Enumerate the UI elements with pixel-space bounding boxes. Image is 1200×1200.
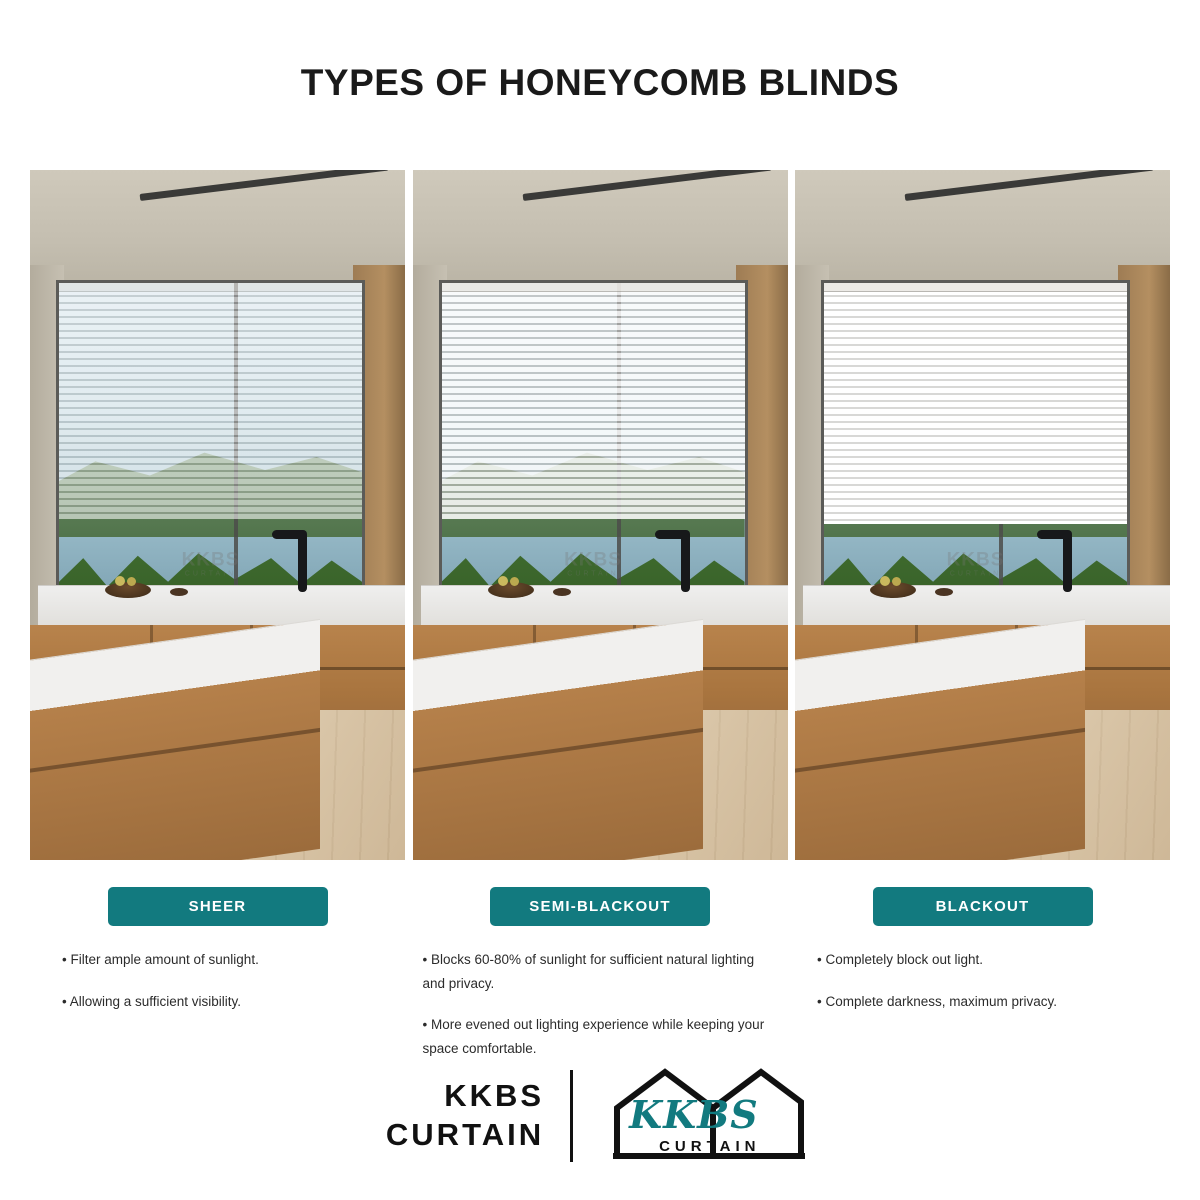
photo-blackout: [795, 170, 1170, 860]
blind-headrail: [442, 283, 745, 292]
watermark: KKBS CURTAIN: [181, 549, 240, 578]
card-semi-blackout: [413, 170, 788, 1079]
photo-semi-blackout: [413, 170, 788, 860]
bullets-semi-blackout: [413, 948, 788, 1061]
bullet-item: • Complete darkness, maximum privacy.: [817, 993, 1058, 1009]
island-drawer-line: [795, 728, 1085, 774]
fruit-bowl: [488, 582, 534, 598]
bullet-item: • Blocks 60-80% of sunlight for sufficient natural lighting and privacy.: [422, 952, 755, 991]
small-bowl: [935, 588, 953, 596]
small-bowl: [170, 588, 188, 596]
kitchen-island: [413, 619, 703, 860]
bullet-item: • Filter ample amount of sunlight.: [62, 952, 259, 967]
faucet: [681, 530, 690, 592]
brand-wordmark: [386, 1077, 544, 1155]
faucet: [1063, 530, 1072, 592]
blind-headrail: [824, 283, 1127, 292]
bullet-item: • More evened out lighting experience while keeping your space comfortable.: [422, 1017, 765, 1056]
bullets-blackout: [795, 948, 1170, 1013]
bullet-item: • Allowing a sufficient visibility.: [62, 993, 242, 1009]
watermark: KKBS CURTAIN: [946, 549, 1005, 578]
label-blackout: BLACKOUT: [873, 887, 1093, 926]
logo-wordmark: KKBS: [629, 1092, 759, 1137]
label-sheer: SHEER: [108, 887, 328, 926]
faucet: [298, 530, 307, 592]
company-logo: [599, 1062, 814, 1170]
fruit-bowl: [105, 582, 151, 598]
brand-line-2: CURTAIN: [385, 1117, 545, 1152]
island-drawer-line: [413, 728, 703, 774]
page-title: TYPES OF HONEYCOMB BLINDS: [300, 62, 900, 103]
blind-blackout: [824, 283, 1127, 524]
label-semi-blackout: SEMI-BLACKOUT: [490, 887, 710, 926]
photo-sheer: [30, 170, 405, 860]
fruit-bowl: [870, 582, 916, 598]
island-drawer-line: [30, 728, 320, 774]
blind-semi-blackout: [442, 283, 745, 519]
footer: [0, 1062, 1200, 1170]
card-sheer: [30, 170, 405, 1079]
footer-divider: [570, 1070, 573, 1162]
kitchen-island: [30, 619, 320, 860]
card-blackout: [795, 170, 1170, 1079]
card-row: [30, 170, 1170, 1079]
watermark: KKBS CURTAIN: [564, 549, 622, 578]
logo-subtitle: CURTAIN: [659, 1138, 761, 1155]
brand-line-1: KKBS: [444, 1078, 545, 1114]
small-bowl: [553, 588, 571, 596]
blind-headrail: [59, 283, 362, 292]
bullets-sheer: [30, 948, 405, 1013]
blind-sheer: [59, 283, 362, 519]
kitchen-island: [795, 619, 1085, 860]
bullet-item: • Completely block out light.: [817, 952, 984, 967]
